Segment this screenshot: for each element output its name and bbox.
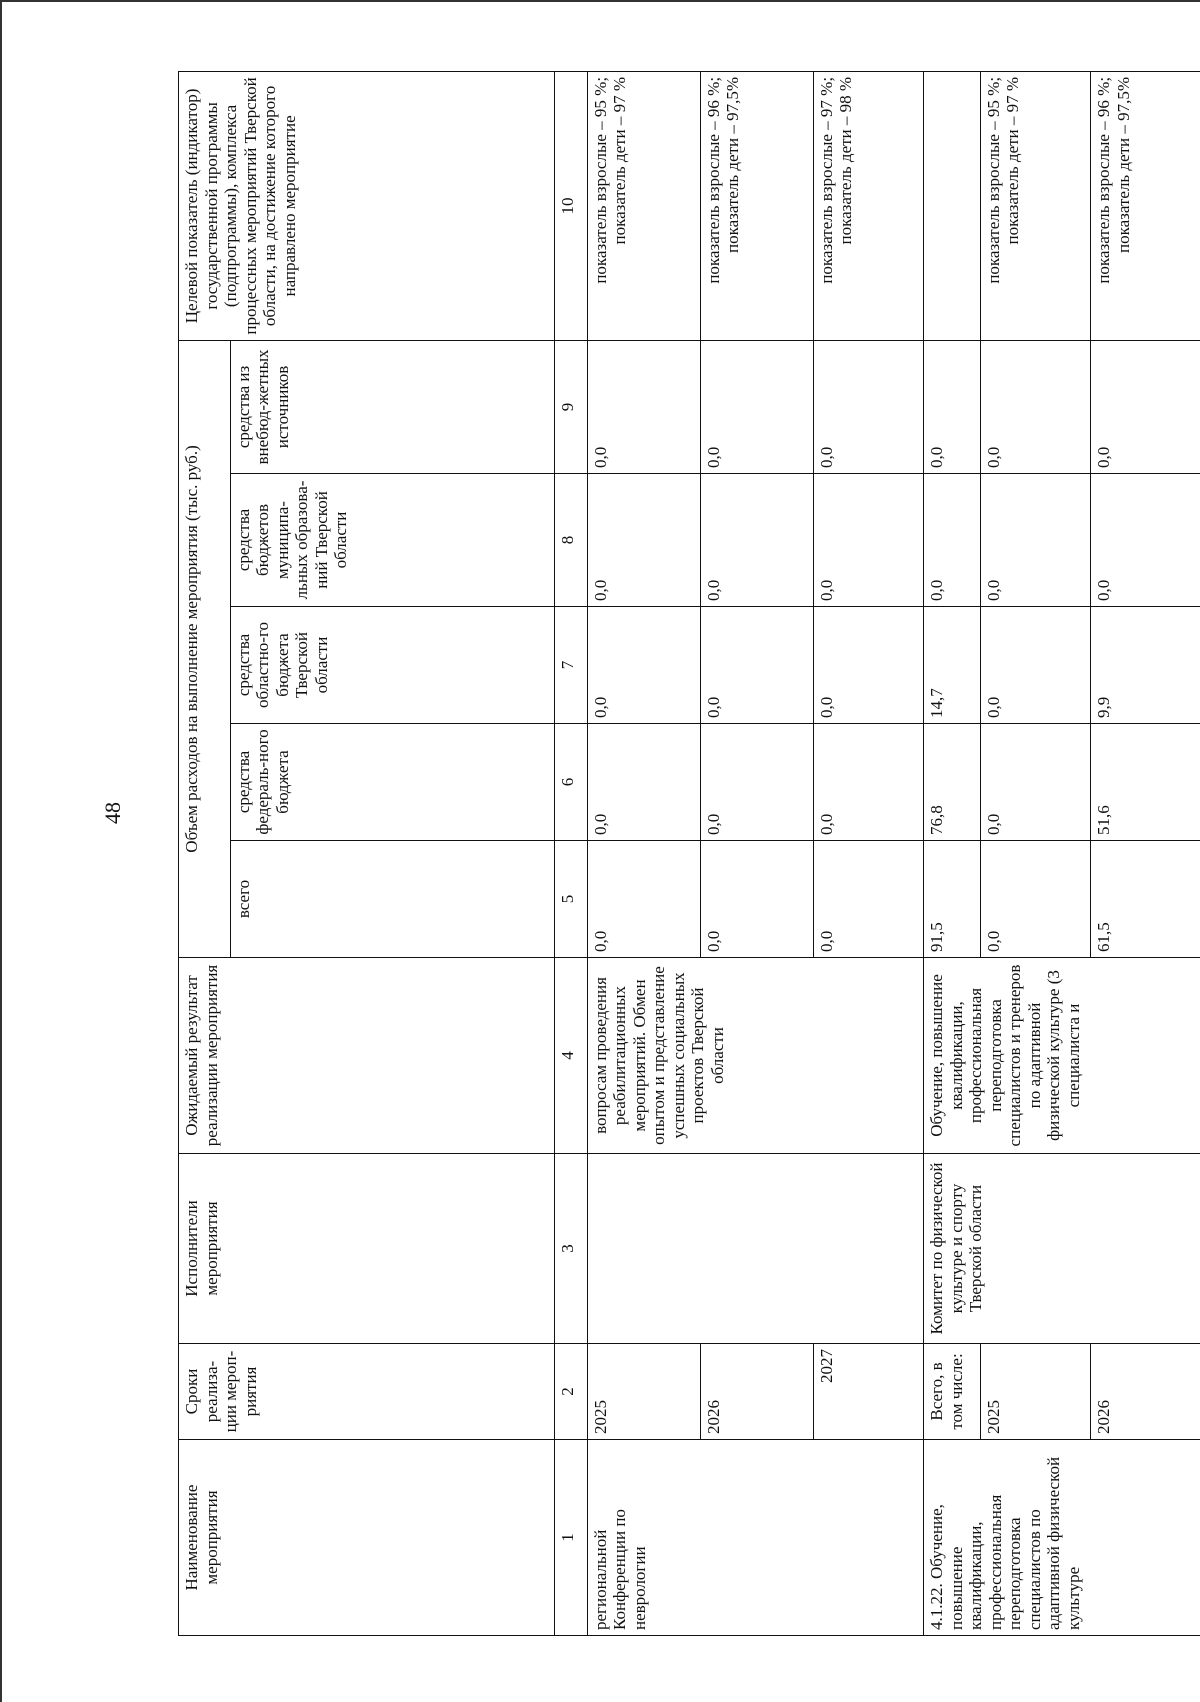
table-row <box>700 71 813 1635</box>
municipal-cell: 0,0 <box>813 474 924 607</box>
indicator-cell: показатель взрослые – 97 %; показатель дети – 98 % <box>813 71 924 340</box>
column-number: 4 <box>554 958 587 1154</box>
executor-cell: Комитет по физической культуре и спорту Тверской области <box>924 1154 1200 1344</box>
year-cell: 2027 <box>813 1344 924 1440</box>
rotated-table-container <box>178 72 1200 1636</box>
measure-name-cell: 4.1.22. Обучение, повышение квалификации, профессиональная переподготовка специалистов по адаптивной физической культуре <box>924 1440 1200 1636</box>
extrabudget-cell: 0,0 <box>587 340 700 473</box>
indicator-cell: показатель взрослые – 96 %; показатель дети – 97,5% <box>700 71 813 340</box>
result-cell: Обучение, повышение квалификации, профессиональная переподготовка специалистов и тренеров по адаптивной физической культуре (3 специалиста и <box>924 958 1200 1154</box>
column-number: 2 <box>554 1344 587 1440</box>
federal-cell: 76,8 <box>924 724 980 841</box>
result-cell: вопросам проведения реабилитационных мероприятий. Обмен опытом и представление успешных социальных проектов Тверской области <box>587 958 923 1154</box>
indicator-cell <box>924 71 980 340</box>
column-number: 10 <box>554 71 587 340</box>
header-indicator: Целевой показатель (индикатор) государственной программы (подпрограммы), комплекса процессных мероприятий Тверской области, на достижение которого направлено мероприятие <box>179 71 555 340</box>
header-federal: средства федераль-ного бюджета <box>230 724 554 841</box>
table-row <box>587 71 700 1635</box>
header-executor: Исполнители мероприятия <box>179 1154 555 1344</box>
extrabudget-cell: 0,0 <box>924 340 980 473</box>
column-number: 3 <box>554 1154 587 1344</box>
federal-cell: 0,0 <box>587 724 700 841</box>
header-volume: Объем расходов на выполнение мероприятия (тыс. руб.) <box>179 340 231 957</box>
extrabudget-cell: 0,0 <box>1091 340 1200 473</box>
year-cell: Всего, в том числе: <box>924 1344 980 1440</box>
header-municipal: средства бюджетов муниципа-льных образова-ний Тверской области <box>230 474 554 607</box>
regional-cell: 0,0 <box>980 607 1091 724</box>
column-number: 8 <box>554 474 587 607</box>
total-cell: 0,0 <box>587 841 700 958</box>
federal-cell: 0,0 <box>700 724 813 841</box>
header-extrabudget: средства из внебюд-жетных источников <box>230 340 554 473</box>
header-name: Наименование мероприятия <box>179 1440 555 1636</box>
column-number: 1 <box>554 1440 587 1636</box>
executor-cell <box>587 1154 923 1344</box>
year-cell: 2026 <box>1091 1344 1200 1440</box>
regional-cell: 0,0 <box>700 607 813 724</box>
regional-cell: 14,7 <box>924 607 980 724</box>
total-cell: 0,0 <box>700 841 813 958</box>
table-row <box>924 71 980 1635</box>
page-number: 48 <box>100 802 125 824</box>
indicator-cell: показатель взрослые – 96 %; показатель дети – 97,5% <box>1091 71 1200 340</box>
total-cell: 61,5 <box>1091 841 1200 958</box>
year-cell: 2025 <box>980 1344 1091 1440</box>
header-result: Ожидаемый результат реализации мероприятия <box>179 958 555 1154</box>
header-period: Сроки реализа-ции мероп-риятия <box>179 1344 555 1440</box>
municipal-cell: 0,0 <box>980 474 1091 607</box>
federal-cell: 0,0 <box>980 724 1091 841</box>
federal-cell: 0,0 <box>813 724 924 841</box>
extrabudget-cell: 0,0 <box>700 340 813 473</box>
scan-mark <box>0 0 1200 2</box>
extrabudget-cell: 0,0 <box>980 340 1091 473</box>
header-regional: средства областно-го бюджета Тверской области <box>230 607 554 724</box>
scan-mark <box>0 0 2 1702</box>
column-number: 6 <box>554 724 587 841</box>
year-cell: 2026 <box>700 1344 813 1440</box>
column-number: 5 <box>554 841 587 958</box>
table-row <box>1091 71 1200 1635</box>
table-row <box>980 71 1091 1635</box>
indicator-cell: показатель взрослые – 95 %; показатель дети – 97 % <box>587 71 700 340</box>
header-total: всего <box>230 841 554 958</box>
regional-cell: 0,0 <box>587 607 700 724</box>
table-row <box>813 71 924 1635</box>
year-cell: 2025 <box>587 1344 700 1440</box>
column-number: 7 <box>554 607 587 724</box>
measures-table <box>178 71 1200 1636</box>
indicator-cell: показатель взрослые – 95 %; показатель дети – 97 % <box>980 71 1091 340</box>
extrabudget-cell: 0,0 <box>813 340 924 473</box>
total-cell: 0,0 <box>813 841 924 958</box>
measure-name-cell: региональной Конференции по неврологии <box>587 1440 923 1636</box>
municipal-cell: 0,0 <box>1091 474 1200 607</box>
total-cell: 91,5 <box>924 841 980 958</box>
total-cell: 0,0 <box>980 841 1091 958</box>
municipal-cell: 0,0 <box>700 474 813 607</box>
federal-cell: 51,6 <box>1091 724 1200 841</box>
municipal-cell: 0,0 <box>924 474 980 607</box>
regional-cell: 9,9 <box>1091 607 1200 724</box>
column-number: 9 <box>554 340 587 473</box>
regional-cell: 0,0 <box>813 607 924 724</box>
column-number-row <box>554 71 587 1635</box>
municipal-cell: 0,0 <box>587 474 700 607</box>
